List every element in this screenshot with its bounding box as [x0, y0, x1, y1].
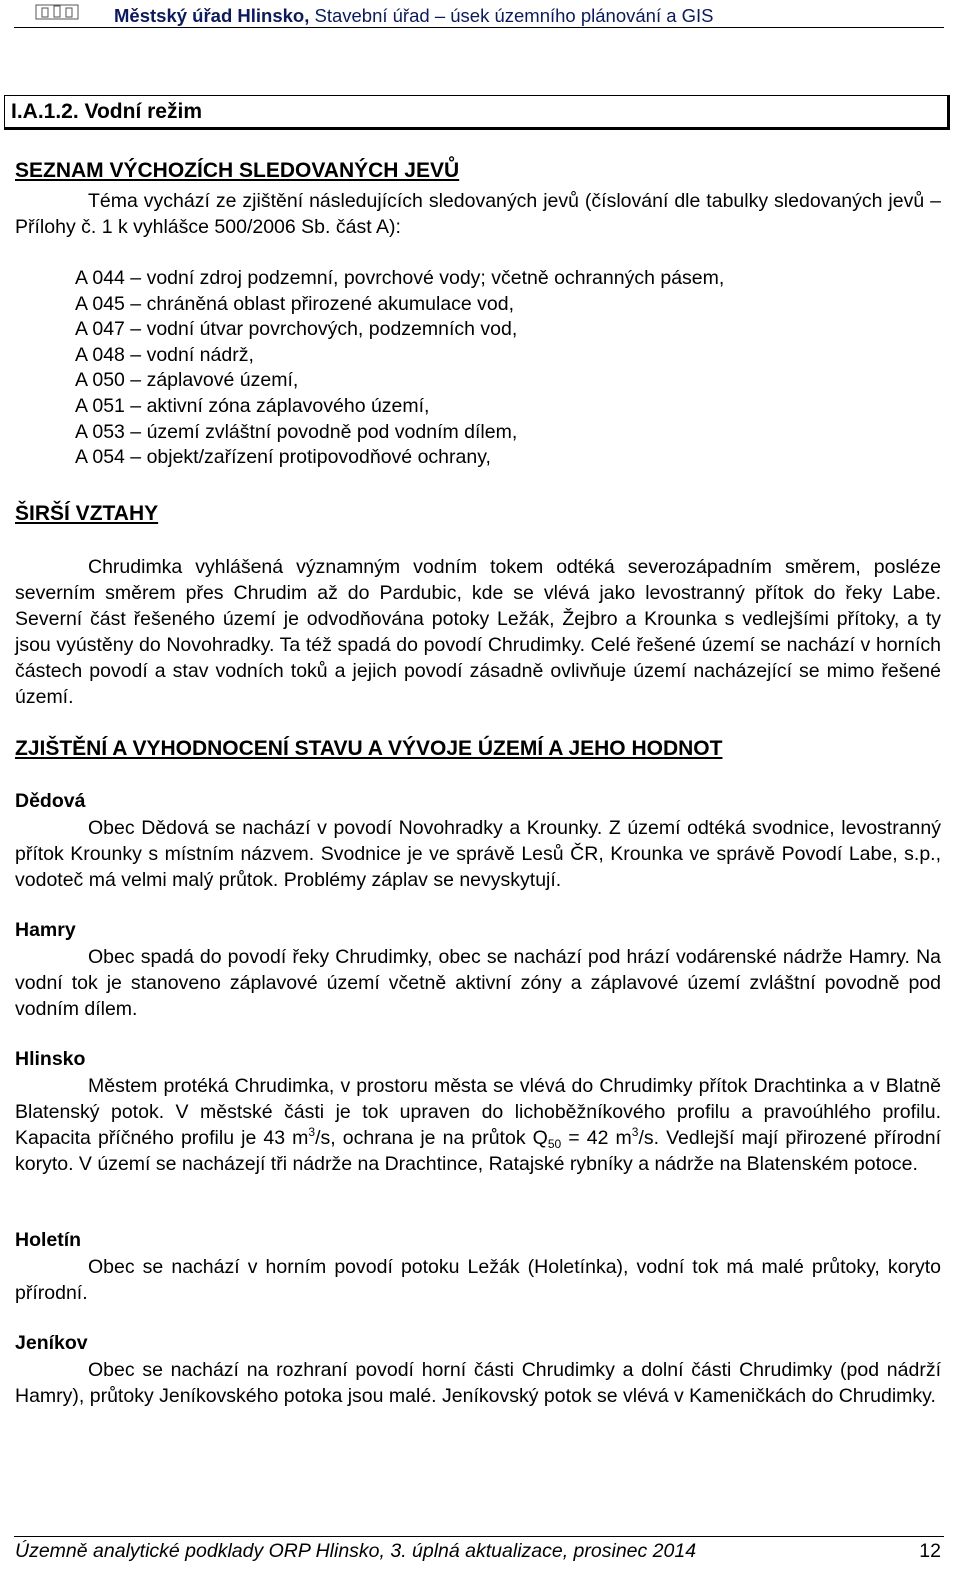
section1-intro: Téma vychází ze zjištění následujících sledovaných jevů (číslování dle tabulky sledovaných jevů – Přílohy č. 1 k vyhlášce 500/2006 Sb. část A):: [15, 190, 941, 238]
municipality-text-hlinsko: Městem protéká Chrudimka, v prostoru města se vlévá do Chrudimky přítok Drachtinka a v Blatně Blatenský potok. V městské části je tok upraven do lichoběžníkového profilu a pravoúhlého profilu. Kapacita příčného profilu je 43 $m^3/s$, ochrana je na průtok $Q_{50} = 42$ $m^3/s$. Vedlejší mají přirozené přírodní koryto. V území se nacházejí tři nádrže na Drachtince, Ratajské rybníky a nádrže na Blatenském potoce.: [15, 1075, 942, 1175]
municipality-text-hamry: Obec spadá do povodí řeky Chrudimky, obec se nachází pod hrází vodárenské nádrže Hamry. Na vodní tok je stanoveno záplavové území včetně aktivní zóny a záplavové území zvláštní povodně pod vodním dílem.: [15, 946, 941, 1020]
footer-divider: [14, 1536, 944, 1537]
jevy-list: [75, 266, 724, 471]
list-item: A 044 – vodní zdroj podzemní, povrchové vody; včetně ochranných pásem,: [75, 267, 725, 289]
list-item: A 053 – území zvláštní povodně pod vodním dílem,: [75, 420, 518, 443]
page-header: [14, 3, 944, 28]
municipality-text-holetin: Obec se nachází v horním povodí potoku Ležák (Holetínka), vodní tok má malé průtoky, koryto přírodní.: [15, 1256, 941, 1304]
header-office: Městský úřad Hlinsko, Stavební úřad – úsek územního plánování a GIS: [114, 5, 714, 26]
town-logo-icon: [34, 3, 80, 23]
section-heading-zjisteni: ZJIŠTĚNÍ A VYHODNOCENÍ STAVU A VÝVOJE ÚZEMÍ A JEHO HODNOT: [15, 737, 723, 760]
municipality-name-hlinsko: Hlinsko: [15, 1048, 86, 1070]
list-item: A 051 – aktivní zóna záplavového území,: [75, 394, 430, 417]
municipality-text-dedova: Obec Dědová se nachází v povodí Novohradky a Krounky. Z území odtéká svodnice, levostranný přítok Krounky s místním názvem. Svodnice je ve správě Lesů ČR, Krounka ve správě Povodí Labe, s.p., vodoteč má velmi malý průtok. Problémy záplav se nevyskytují.: [15, 817, 941, 891]
municipality-name-holetin: Holetín: [15, 1229, 82, 1251]
list-item: A 048 – vodní nádrž,: [75, 343, 254, 366]
section2-text: Chrudimka vyhlášená významným vodním tokem odtéká severozápadním směrem, posléze severním směrem přes Chrudim až do Pardubic, kde se vlévá jako levostranný přítok do řeky Labe. Severní část řešeného území je odvodňována potoky Ležák, Žejbro a Krounka s vedlejšími přítoky, a ty jsou vyústěny do Novohradky. Ta též spadá do povodí Chrudimky. Celé řešené území se nachází v horních částech povodí a stav vodních toků a jejich povodí zásadně ovlivňuje území nacházející se mimo řešené území.: [15, 556, 941, 708]
footer-text: Územně analytické podklady ORP Hlinsko, 3. úplná aktualizace, prosinec 2014: [15, 1540, 697, 1562]
section-heading-sirsi-vztahy: ŠIRŠÍ VZTAHY: [15, 502, 159, 525]
list-item: A 045 – chráněná oblast přirozené akumulace vod,: [75, 292, 515, 315]
municipality-name-hamry: Hamry: [15, 919, 76, 941]
list-item: A 047 – vodní útvar povrchových, podzemních vod,: [75, 318, 518, 341]
municipality-name-dedova: Dědová: [15, 790, 86, 812]
list-item: A 050 – záplavové území,: [75, 369, 299, 392]
chapter-title-box: [4, 95, 950, 130]
page-number: 12: [919, 1540, 941, 1562]
list-item: A 054 – objekt/zařízení protipovodňové ochrany,: [75, 446, 491, 469]
municipality-name-jenikov: Jeníkov: [15, 1332, 88, 1354]
section-heading-sledovane-jevy: SEZNAM VÝCHOZÍCH SLEDOVANÝCH JEVŮ: [15, 159, 460, 182]
municipality-text-jenikov: Obec se nachází na rozhraní povodí horní části Chrudimky a dolní části Chrudimky (pod nádrží Hamry), průtoky Jeníkovského potoka jsou malé. Jeníkovský potok se vlévá v Kameničkách do Chrudimky.: [15, 1359, 941, 1407]
chapter-title: I.A.1.2. Vodní režim: [11, 100, 202, 123]
